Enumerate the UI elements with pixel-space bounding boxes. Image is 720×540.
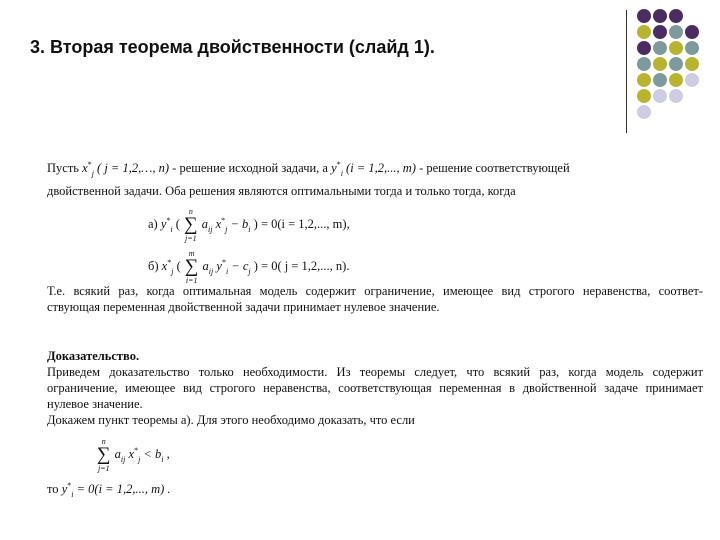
sigma-icon: ∑ [184, 214, 198, 235]
conclusion-line-1: Т.е. всякий раз, когда оптимальная модель содержит ограничение, имеющее вид строгого неравенства, соответ- [47, 284, 703, 298]
var-y: y [331, 161, 337, 175]
decorative-dot [685, 25, 699, 39]
comma: , [163, 446, 170, 461]
minus-c: − c [231, 258, 249, 273]
var-y: y [160, 216, 167, 231]
slide-title: 3. Вторая теорема двойственности (слайд 1). [30, 37, 435, 57]
sub-ij: ij [208, 266, 214, 276]
condition-a [148, 207, 350, 243]
word-then: то [47, 482, 59, 496]
sum-bottom: j=1 [185, 234, 197, 243]
star: * [87, 160, 92, 169]
decorative-dot [637, 89, 651, 103]
sub-i: i [71, 490, 74, 499]
intro-end: - решение соответствующей [415, 161, 570, 175]
label-b: б) [148, 258, 159, 273]
decorative-dot [669, 25, 683, 39]
sum-top: n [188, 207, 193, 216]
var-a: a [114, 446, 121, 461]
decorative-dot [637, 25, 651, 39]
decorative-dot [653, 89, 667, 103]
var-y: y [61, 482, 68, 496]
proof-then [47, 481, 171, 499]
var-y: y [216, 258, 222, 273]
decorative-dot [637, 73, 651, 87]
sub-j: j [171, 266, 174, 276]
decorative-dot [669, 73, 683, 87]
proof-line-3: нулевое значение. [47, 397, 143, 411]
decorative-dot [653, 9, 667, 23]
decorative-dot [669, 89, 683, 103]
range-i: (i = 1,2,..., m) [346, 161, 416, 175]
sum-bottom: j=1 [97, 464, 110, 473]
sum-b [185, 249, 199, 285]
range-j: ( j = 1,2,…, n) [97, 161, 170, 175]
var-x: x [82, 161, 88, 175]
sigma-icon: ∑ [184, 256, 199, 277]
var-x: x [161, 258, 168, 273]
sub-j: j [248, 266, 251, 276]
word-pust: Пусть [47, 161, 79, 175]
proof-line-4: Докажем пункт теоремы а). Для этого необходимо доказать, что если [47, 413, 415, 427]
divider-line [626, 10, 627, 133]
decorative-dot [637, 41, 651, 55]
decorative-dot [685, 73, 699, 87]
decorative-dot [653, 73, 667, 87]
var-a: a [201, 216, 208, 231]
sigma-icon: ∑ [97, 444, 111, 465]
proof-line-1: Приведем доказательство только необходимости. Из теоремы следует, что всякий раз, когда модель содержит [47, 365, 703, 379]
star: * [221, 215, 226, 225]
star: * [336, 160, 341, 169]
decorative-dot [669, 41, 683, 55]
decorative-dot [685, 41, 699, 55]
conclusion-line-2: ствующая переменная двойственной задачи принимает нулевое значение. [47, 300, 440, 314]
decorative-dot [685, 57, 699, 71]
sub-i: i [248, 224, 251, 234]
decorative-dot [637, 105, 651, 119]
var-x: x [128, 446, 135, 461]
paren: ( [175, 216, 180, 231]
proof-inequality [96, 437, 170, 473]
sub-j: j [91, 169, 94, 178]
minus-b: − b [230, 216, 249, 231]
star: * [221, 257, 226, 267]
sub-ij: ij [207, 224, 213, 234]
var-x: x [215, 216, 222, 231]
less-than-b: < b [143, 446, 162, 461]
decorative-dot [653, 41, 667, 55]
intro-mid: - решение исходной задачи, а [169, 161, 332, 175]
cond-b-tail: ) = 0( j = 1,2,..., n). [253, 258, 350, 273]
decorative-dot [653, 25, 667, 39]
decorative-dot [637, 57, 651, 71]
sub-i: i [340, 169, 343, 178]
star: * [67, 481, 72, 490]
label-a: а) [148, 216, 158, 231]
proof-heading: Доказательство. [47, 349, 140, 363]
decorative-dot [637, 9, 651, 23]
theorem-line-2: двойственной задачи. Оба решения являются оптимальными тогда и только тогда, когда [47, 184, 516, 198]
sub-j: j [225, 224, 228, 234]
sum-top: m [188, 249, 195, 258]
sub-ij: ij [120, 454, 126, 464]
decorative-dot [669, 9, 683, 23]
sub-i: i [170, 224, 173, 234]
proof-line-2: ограничение, имеющее вид строгого неравенства, соответствующая переменная в двойственной задаче принимает [47, 381, 703, 395]
sum-ineq [97, 437, 111, 473]
then-rest: = 0(i = 1,2,..., m) . [76, 482, 171, 496]
sub-j: j [138, 454, 141, 464]
star: * [167, 257, 172, 267]
theorem-intro-line [47, 160, 570, 178]
decorative-dot [653, 57, 667, 71]
paren: ( [176, 258, 181, 273]
sum-a [184, 207, 198, 243]
star: * [166, 215, 171, 225]
condition-b [148, 249, 349, 285]
cond-a-tail: ) = 0(i = 1,2,..., m), [253, 216, 350, 231]
decorative-dot [669, 57, 683, 71]
star: * [134, 445, 139, 455]
sub-i: i [161, 454, 164, 464]
sum-top: n [101, 437, 106, 446]
var-a: a [202, 258, 209, 273]
sub-i: i [225, 266, 229, 276]
sum-bottom: i=1 [185, 276, 198, 285]
